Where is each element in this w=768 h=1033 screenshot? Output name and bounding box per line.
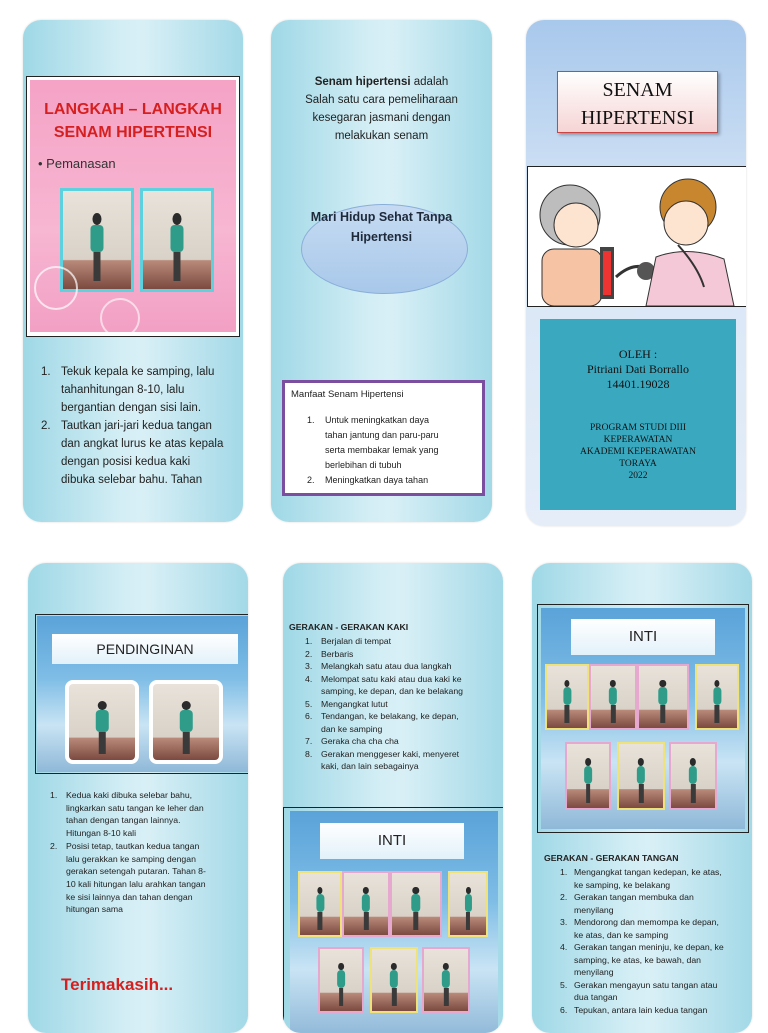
list-item: 4. Melompat satu kaki atau dua kaki ke samping, ke depan, dan ke belakang xyxy=(305,673,463,696)
slide-inti xyxy=(541,608,745,829)
exercise-photo xyxy=(422,947,470,1013)
thanks-text: Terimakasih... xyxy=(61,975,174,994)
list-item: 1. Kedua kaki dibuka selebar bahu, lingkarkan satu tangan ke leher dan tahan dengan tangan lainnya. Hitungan 8-10 kali xyxy=(50,790,204,839)
list-item: 3. Melangkah satu atau dua langkah xyxy=(305,661,452,671)
cover-title: SENAM HIPERTENSI xyxy=(557,71,718,133)
benefits-list xyxy=(307,413,477,488)
brochure-panel-cover xyxy=(526,20,746,526)
leg-moves-list xyxy=(305,635,500,773)
nurse-illustration xyxy=(527,166,746,307)
list-item: 1. Berjalan di tempat xyxy=(305,636,392,646)
flower-decoration xyxy=(34,266,78,310)
list-item: 1. Untuk meningkatkan daya tahan jantung dan paru-paru serta membakar lemak yang berlebihan di tubuh xyxy=(307,415,439,470)
slide-frame xyxy=(537,604,749,833)
exercise-photo xyxy=(140,188,214,292)
brochure-panel-gerakan-tangan xyxy=(532,563,752,1033)
list-item: 2. Berbaris xyxy=(305,648,354,659)
slide-bullet: • Pemanasan xyxy=(38,156,116,171)
section-heading: GERAKAN - GERAKAN TANGAN xyxy=(544,853,679,863)
list-item: 1. Mengangkat tangan kedepan, ke atas, ke samping, ke belakang xyxy=(560,867,722,890)
intro-text: Senam hipertensi adalah Salah satu cara pemeliharaan kesegaran jasmani dengan melakukan senam xyxy=(305,76,458,142)
benefits-title: Manfaat Senam Hipertensi xyxy=(291,389,404,400)
steps-list xyxy=(50,789,245,916)
slide-frame xyxy=(35,614,248,774)
blood-pressure-illustration xyxy=(528,167,746,306)
steps-list xyxy=(41,363,236,489)
list-item: 1. Tekuk kepala ke samping, lalu tahanhitungan 8-10, lalu bergantian dengan sisi lain. xyxy=(41,366,215,414)
brochure-panel-pemanasan xyxy=(23,20,243,522)
slide-frame xyxy=(283,807,503,1033)
slide-inti xyxy=(290,811,498,1033)
author-box: OLEH : Pitriani Dati Borrallo 14401.19028 PROGRAM STUDI DIII KEPERAWATAN AKADEMI KEPERAWATAN TORAYA 2022 xyxy=(540,319,736,510)
list-item: 7. Geraka cha cha cha xyxy=(305,736,399,746)
slide-title: LANGKAH – LANGKAH SENAM HIPERTENSI xyxy=(44,101,222,141)
exercise-photo xyxy=(298,871,342,937)
slide-pendinginan xyxy=(37,616,248,772)
exercise-photo xyxy=(669,742,717,810)
list-item: 4. Gerakan tangan meninju, ke depan, ke samping, ke atas, ke bawah, dan menyilang xyxy=(560,942,724,977)
list-item: 2. Gerakan tangan membuka dan menyilang xyxy=(560,892,694,915)
list-item: 5. Mengangkat lutut xyxy=(305,698,388,709)
exercise-photo xyxy=(448,871,488,937)
author-name: Pitriani Dati Borrallo xyxy=(587,362,689,376)
list-item: 2. Tautkan jari-jari kedua tangan dan angkat lurus ke atas kepala dengan posisi kedua kaki dibuka selebar bahu. Tahan xyxy=(41,420,224,486)
slide-title: INTI xyxy=(571,619,715,655)
slogan-text: Mari Hidup Sehat Tanpa Hipertensi xyxy=(310,210,453,244)
list-item: 2. Meningkatkan daya tahan xyxy=(307,475,429,485)
list-item: 8. Gerakan menggeser kaki, menyeret kaki, dan lain sebagainya xyxy=(305,748,460,771)
brochure-panel-intro xyxy=(271,20,492,522)
exercise-photo xyxy=(65,680,139,764)
list-item: 5. Gerakan mengayun satu tangan atau dua tangan xyxy=(560,979,718,1002)
exercise-photo xyxy=(149,680,223,764)
section-heading: GERAKAN - GERAKAN KAKI xyxy=(289,622,409,632)
list-item: 6. Tepukan, antara lain kedua tangan xyxy=(560,1004,708,1015)
hand-moves-list xyxy=(560,866,752,1016)
flower-decoration xyxy=(100,298,140,332)
exercise-photo xyxy=(637,664,689,730)
slide-title: PENDINGINAN xyxy=(52,634,238,664)
exercise-photo xyxy=(589,664,637,730)
exercise-photo xyxy=(390,871,442,937)
list-item: 2. Posisi tetap, tautkan kedua tangan lalu gerakkan ke samping dengan gerakan setengah putaran. Tahan 8- 10 kali hitungan lalu arahkan tangan ke sisi lainnya dan tahan dengan hitungan sama xyxy=(50,840,206,915)
list-item: 3. Mendorong dan memompa ke depan, ke atas, dan ke samping xyxy=(560,917,719,940)
list-item: 6. Tendangan, ke belakang, ke depan, dan ke samping xyxy=(305,711,459,734)
slide-title: INTI xyxy=(320,823,464,859)
brochure-panel-pendinginan xyxy=(28,563,248,1033)
exercise-photo xyxy=(695,664,739,730)
exercise-photo xyxy=(370,947,418,1013)
oleh-label: OLEH : xyxy=(618,347,658,361)
slide-pemanasan xyxy=(30,80,236,332)
exercise-photo xyxy=(545,664,589,730)
slide-frame xyxy=(26,76,240,337)
brochure-panel-gerakan-kaki xyxy=(283,563,503,1033)
author-nim: 14401.19028 xyxy=(606,377,670,391)
exercise-photo xyxy=(617,742,665,810)
exercise-photo xyxy=(342,871,390,937)
exercise-photo xyxy=(565,742,611,810)
benefits-box xyxy=(282,380,485,496)
exercise-photo xyxy=(318,947,364,1013)
